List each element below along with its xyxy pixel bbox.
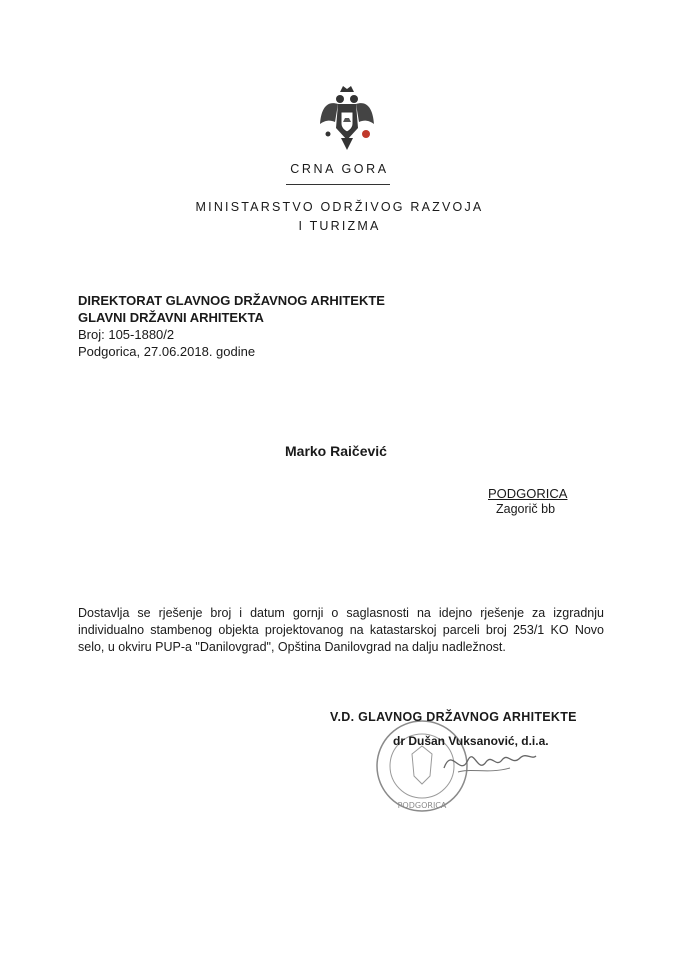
recipient-city: PODGORICA [488,486,568,501]
stamp-text: PODGORICA [397,801,447,810]
signatory-name: dr Dušan Vuksanović, d.i.a. [393,734,549,748]
letterhead-divider [286,184,390,185]
letter-body: Dostavlja se rješenje broj i datum gornji o saglasnosti na idejno rješenje za izgradnju individualno stambenog objekta projektovanog na katastarskoj parceli broj 253/1 KO Novo selo, u okviru PUP-a "Danilovgrad", Opština Danilovgrad na dalju nadležnost. [78,606,604,654]
letter-header [78,292,385,360]
handwritten-signature-icon [440,738,540,788]
office-name: GLAVNI DRŽAVNI ARHITEKTA [78,310,264,325]
recipient-name: Marko Raičević [285,443,387,459]
ministry-name [0,198,679,236]
ministry-line-1: MINISTARSTVO ODRŽIVOG RAZVOJA [195,200,484,214]
place-date: Podgorica, 27.06.2018. godine [78,344,256,359]
ministry-line-2: I TURIZMA [298,219,381,233]
country-name: CRNA GORA [290,162,389,176]
recipient-street: Zagorič bb [496,502,556,516]
reference-number: Broj: 105-1880/2 [78,327,175,342]
directorate-name: DIREKTORAT GLAVNOG DRŽAVNOG ARHITEKTE [78,293,385,308]
coat-of-arms-icon [318,84,376,154]
signatory-title: V.D. GLAVNOG DRŽAVNOG ARHITEKTE [330,710,577,724]
